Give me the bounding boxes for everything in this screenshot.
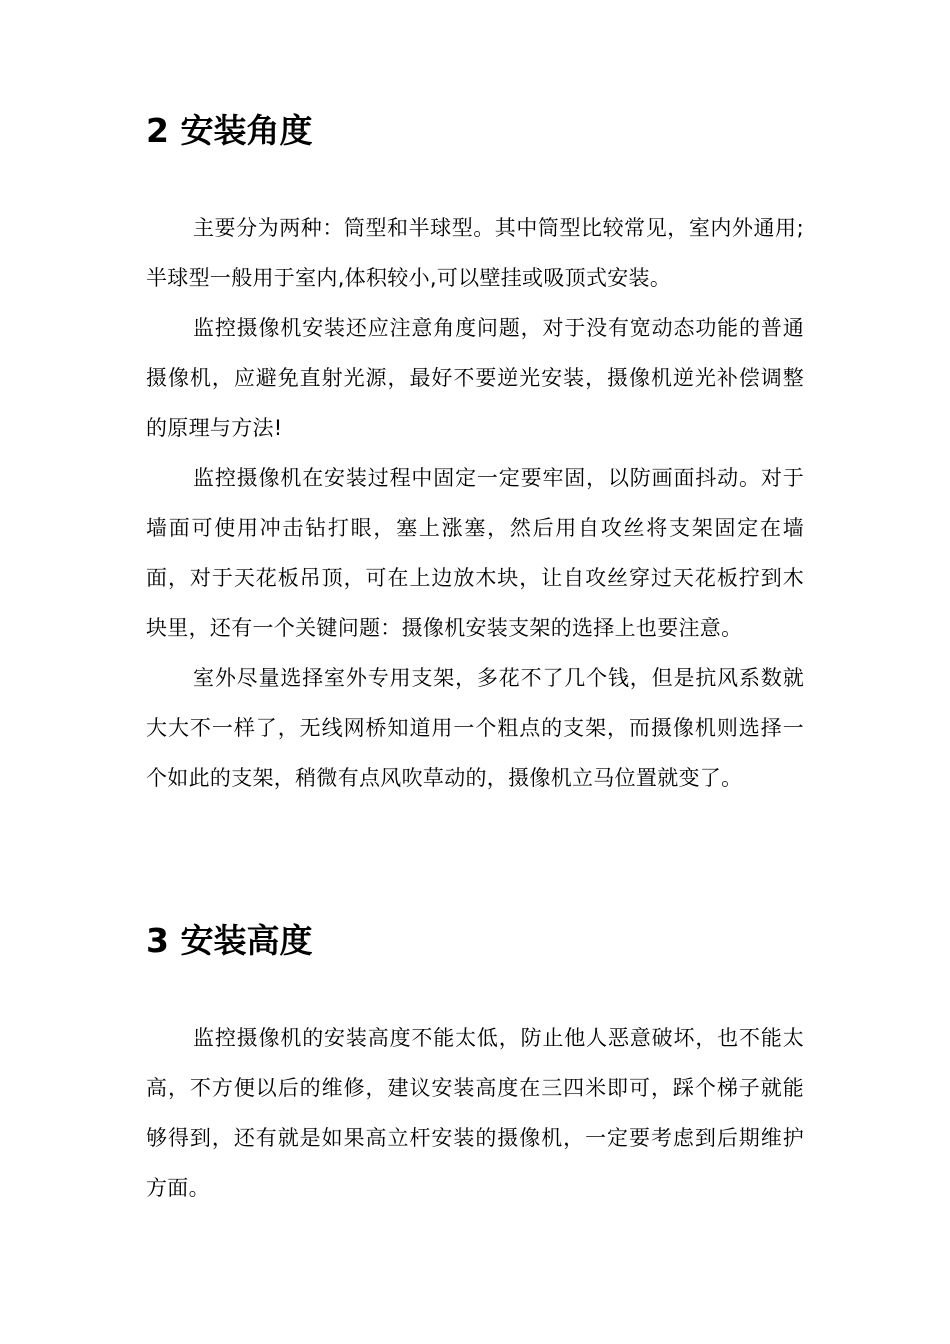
paragraph: 主要分为两种：筒型和半球型。其中筒型比较常见，室内外通用;半球型一般用于室内,体积较小,可以壁挂或吸顶式安装。 <box>146 216 804 290</box>
section-body-install-height <box>146 1013 804 1213</box>
section-heading-install-height: 3 安装高度 <box>146 921 313 960</box>
paragraph: 室外尽量选择室外专用支架，多花不了几个钱，但是抗风系数就大大不一样了，无线网桥知道用一个粗点的支架，而摄像机则选择一个如此的支架，稍微有点风吹草动的，摄像机立马位置就变了。 <box>146 666 804 790</box>
paragraph: 监控摄像机安装还应注意角度问题，对于没有宽动态功能的普通摄像机，应避免直射光源，最好不要逆光安装，摄像机逆光补偿调整的原理与方法! <box>146 316 804 440</box>
section-heading-install-angle: 2 安装角度 <box>146 111 313 150</box>
paragraph: 监控摄像机的安装高度不能太低，防止他人恶意破坏，也不能太高，不方便以后的维修，建议安装高度在三四米即可，踩个梯子就能够得到，还有就是如果高立杆安装的摄像机，一定要考虑到后期维护方面。 <box>146 1026 804 1200</box>
section-body-install-angle <box>146 203 804 803</box>
paragraph: 监控摄像机在安装过程中固定一定要牢固，以防画面抖动。对于墙面可使用冲击钻打眼，塞上涨塞，然后用自攻丝将支架固定在墙面，对于天花板吊顶，可在上边放木块，让自攻丝穿过天花板拧到木块里，还有一个关键问题：摄像机安装支架的选择上也要注意。 <box>146 466 804 640</box>
